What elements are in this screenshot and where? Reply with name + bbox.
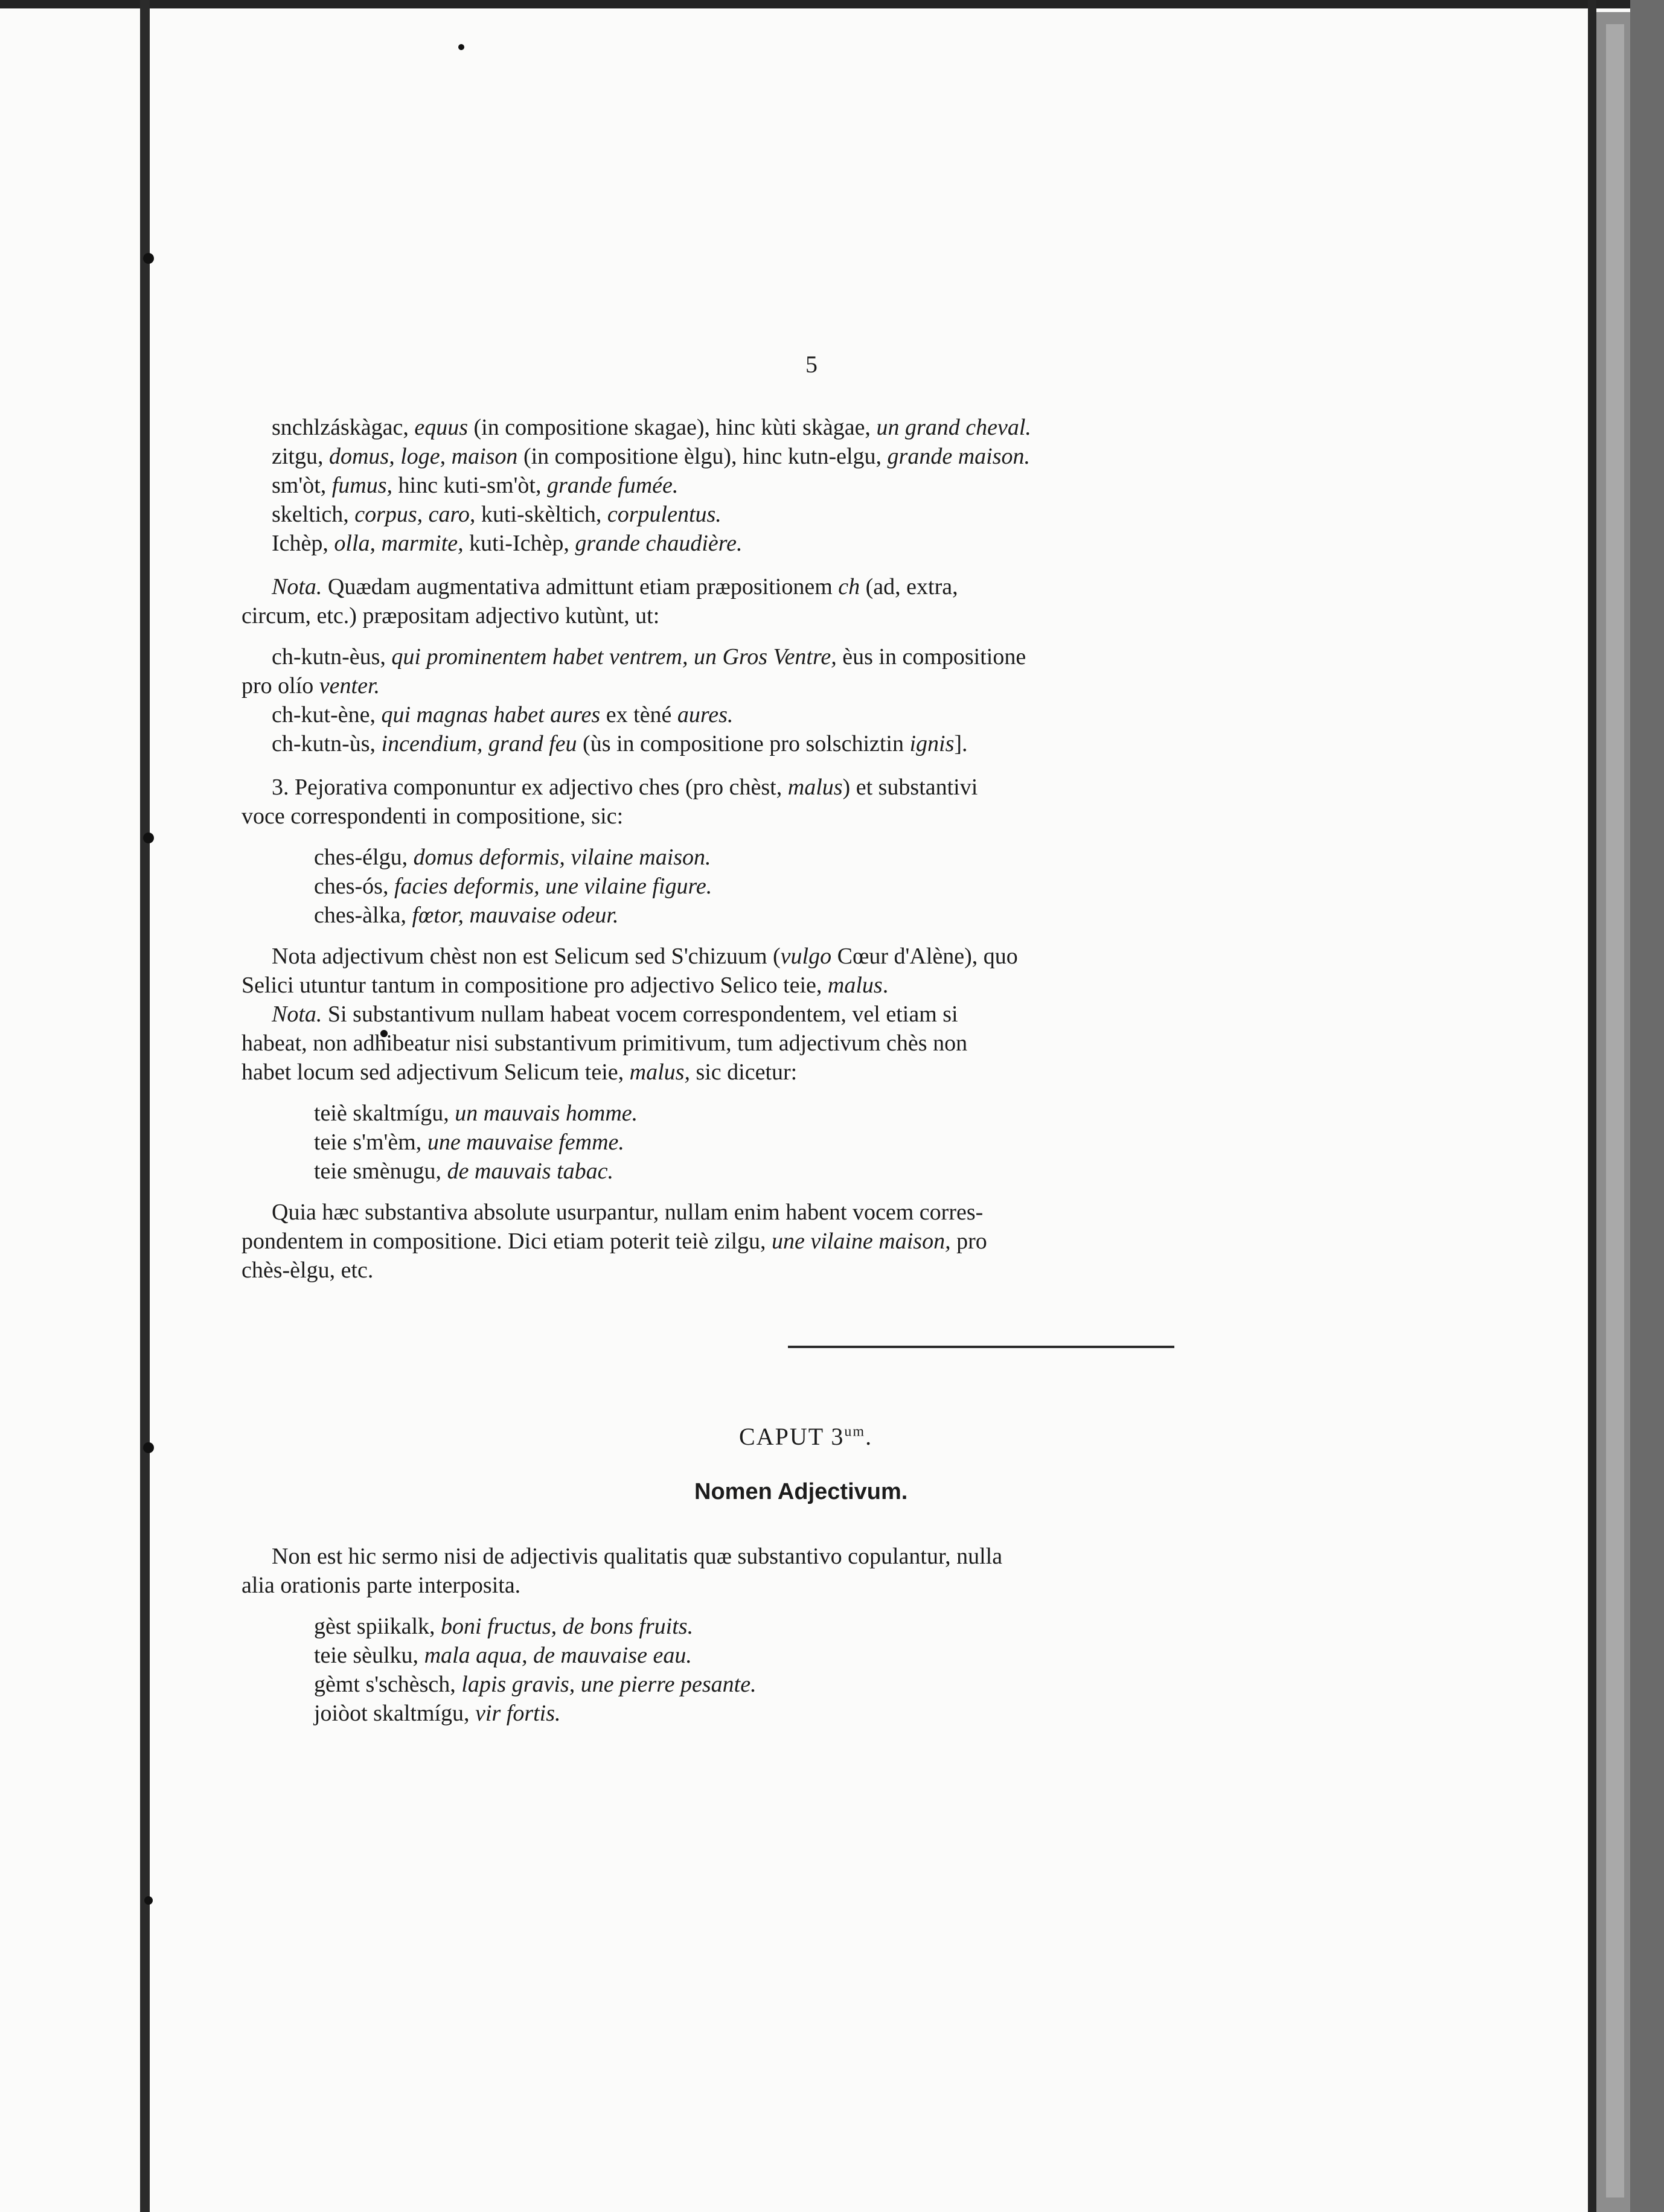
italic-gloss: Nota. xyxy=(272,1002,322,1027)
text-segment: èus in compositione xyxy=(836,644,1026,670)
section-divider xyxy=(788,1346,1174,1348)
italic-gloss: ch xyxy=(838,574,860,599)
italic-gloss: un grand cheval. xyxy=(876,415,1031,440)
text-segment: teie sèulku, xyxy=(314,1643,424,1668)
text-line xyxy=(272,1543,1002,1570)
text-segment: . xyxy=(882,973,889,998)
italic-gloss: grande chaudière. xyxy=(575,531,743,556)
italic-gloss: qui prominentem habet ventrem, un Gros Ventre, xyxy=(391,644,837,670)
text-line xyxy=(272,1199,983,1226)
text-segment: teiè skaltmígu, xyxy=(314,1101,455,1126)
text-segment: Ichèp, xyxy=(272,531,334,556)
text-segment: gèst spiikalk, xyxy=(314,1614,441,1639)
text-line xyxy=(242,1228,987,1255)
text-line xyxy=(242,1059,797,1085)
chapter-heading: CAPUT $3^{um}$. xyxy=(739,1423,873,1450)
text-line xyxy=(272,644,1026,670)
text-segment: ches-ós, xyxy=(314,874,394,899)
italic-gloss: vulgo xyxy=(780,944,832,969)
text-line xyxy=(242,673,380,699)
italic-gloss: domus, loge, maison xyxy=(328,444,518,469)
text-segment: ]. xyxy=(954,731,968,756)
text-line xyxy=(272,530,743,557)
text-line xyxy=(314,902,618,929)
text-segment: teie s'm'èm, xyxy=(314,1130,427,1155)
text-segment: (ùs in compositione pro solschiztin xyxy=(577,731,910,756)
text-segment: (in compositione skagae), hinc kùti skàgae, xyxy=(468,415,877,440)
text-line xyxy=(314,1671,757,1698)
italic-gloss: qui magnas habet aures xyxy=(381,702,601,727)
italic-gloss: boni fructus, de bons fruits. xyxy=(441,1614,694,1639)
text-line xyxy=(242,972,888,999)
text-segment: ch-kutn-ùs, xyxy=(272,731,382,756)
italic-gloss: vir fortis. xyxy=(475,1701,561,1726)
text-segment: (ad, extra, xyxy=(860,574,958,599)
document-page xyxy=(169,0,1606,2212)
text-segment: kuti-skèltich, xyxy=(475,502,607,527)
text-segment: pro olío xyxy=(242,673,319,698)
text-line xyxy=(314,873,712,900)
text-line xyxy=(242,603,659,629)
italic-gloss: grande maison. xyxy=(887,444,1030,469)
text-segment: kuti-Ichèp, xyxy=(463,531,575,556)
italic-gloss: corpulentus. xyxy=(607,502,722,527)
text-segment: (in compositione èlgu), hinc kutn-elgu, xyxy=(517,444,888,469)
text-line xyxy=(272,472,678,499)
text-segment: ch-kutn-èus, xyxy=(272,644,392,670)
italic-gloss: incendium, grand feu xyxy=(381,731,577,756)
text-segment: ches-àlka, xyxy=(314,903,412,928)
italic-gloss: lapis gravis, une pierre pesante. xyxy=(461,1672,757,1697)
text-line xyxy=(242,1257,373,1283)
text-line xyxy=(314,1100,638,1127)
italic-gloss: malus, xyxy=(629,1060,690,1085)
text-line xyxy=(272,943,1018,970)
italic-gloss: de mauvais tabac. xyxy=(447,1159,614,1184)
italic-gloss: venter. xyxy=(319,673,380,698)
text-line xyxy=(272,414,1031,441)
text-segment: sic dicetur: xyxy=(690,1060,798,1085)
italic-gloss: domus deformis, vilaine maison. xyxy=(413,845,711,870)
italic-gloss: malus xyxy=(827,973,883,998)
italic-gloss: olla, marmite, xyxy=(334,531,464,556)
text-segment: snchlzáskàgac, xyxy=(272,415,415,440)
text-segment: ) et substantivi xyxy=(842,775,978,800)
text-line xyxy=(242,803,623,830)
text-line xyxy=(314,1129,624,1156)
text-line xyxy=(272,702,733,728)
text-segment: skeltich, xyxy=(272,502,355,527)
italic-gloss: equus xyxy=(414,415,468,440)
italic-gloss: une mauvaise femme. xyxy=(427,1130,624,1155)
text-line xyxy=(272,443,1030,470)
text-line xyxy=(314,1642,692,1669)
text-segment: pro xyxy=(950,1229,987,1254)
italic-gloss: fœtor, mauvaise odeur. xyxy=(412,903,619,928)
text-line xyxy=(272,574,958,600)
text-line xyxy=(242,1572,520,1599)
italic-gloss: mala aqua, de mauvaise eau. xyxy=(424,1643,692,1668)
text-segment: Quædam augmentativa admittunt etiam præpositionem xyxy=(322,574,839,599)
text-line xyxy=(242,1030,967,1056)
text-segment: pondentem in compositione. Dici etiam poterit teiè zilgu, xyxy=(242,1229,772,1254)
text-segment: circum, etc.) præpositam adjectivo kutùnt, ut: xyxy=(242,603,660,628)
italic-gloss: facies deformis, une vilaine figure. xyxy=(394,874,712,899)
text-segment: sm'òt, xyxy=(272,473,332,498)
italic-gloss: un mauvais homme. xyxy=(455,1101,638,1126)
text-segment: gèmt s'schèsch, xyxy=(314,1672,462,1697)
text-line xyxy=(272,774,978,801)
text-segment: voce correspondenti in compositione, sic: xyxy=(242,804,624,829)
text-segment: Si substantivum nullam habeat vocem correspondentem, vel etiam si xyxy=(322,1002,958,1027)
text-line xyxy=(314,844,711,871)
text-segment: ex tèné xyxy=(600,702,677,727)
text-segment: hinc kuti-sm'òt, xyxy=(392,473,547,498)
text-segment: Quia hæc substantiva absolute usurpantur, nullam enim habent vocem corres- xyxy=(272,1200,984,1225)
italic-gloss: malus xyxy=(787,775,843,800)
text-segment: 3. Pejorativa componuntur ex adjectivo ches (pro chèst, xyxy=(272,775,788,800)
text-segment: habet locum sed adjectivum Selicum teie, xyxy=(242,1060,630,1085)
text-segment: Selici utuntur tantum in compositione pro adjectivo Selico teie, xyxy=(242,973,828,998)
text-segment: teie smènugu, xyxy=(314,1159,447,1184)
text-segment: zitgu, xyxy=(272,444,329,469)
italic-gloss: Nota. xyxy=(272,574,322,599)
text-line xyxy=(272,501,722,528)
text-segment: alia orationis parte interposita. xyxy=(242,1573,521,1598)
section-title: Nomen Adjectivum. xyxy=(694,1479,908,1504)
text-segment: Nota adjectivum chèst non est Selicum sed S'chizuum ( xyxy=(272,944,781,969)
text-segment: Cœur d'Alène), quo xyxy=(831,944,1018,969)
text-segment: chès-èlgu, etc. xyxy=(242,1258,374,1283)
text-line xyxy=(314,1613,693,1640)
italic-gloss: aures. xyxy=(677,702,734,727)
text-segment: Non est hic sermo nisi de adjectivis qualitatis quæ substantivo copulantur, nulla xyxy=(272,1544,1003,1569)
text-line xyxy=(272,730,968,757)
text-line xyxy=(314,1158,613,1184)
italic-gloss: grande fumée. xyxy=(547,473,679,498)
text-segment: ches-élgu, xyxy=(314,845,414,870)
italic-gloss: fumus, xyxy=(331,473,393,498)
text-segment: habeat, non adhibeatur nisi substantivum primitivum, tum adjectivum chès non xyxy=(242,1031,968,1056)
italic-gloss: corpus, caro, xyxy=(354,502,476,527)
text-segment: ch-kut-ène, xyxy=(272,702,382,727)
italic-gloss: une vilaine maison, xyxy=(772,1229,951,1254)
page-number: 5 xyxy=(805,351,818,378)
text-line xyxy=(314,1700,561,1727)
text-segment: joiòot skaltmígu, xyxy=(314,1701,476,1726)
text-line xyxy=(272,1001,958,1028)
italic-gloss: ignis xyxy=(909,731,955,756)
